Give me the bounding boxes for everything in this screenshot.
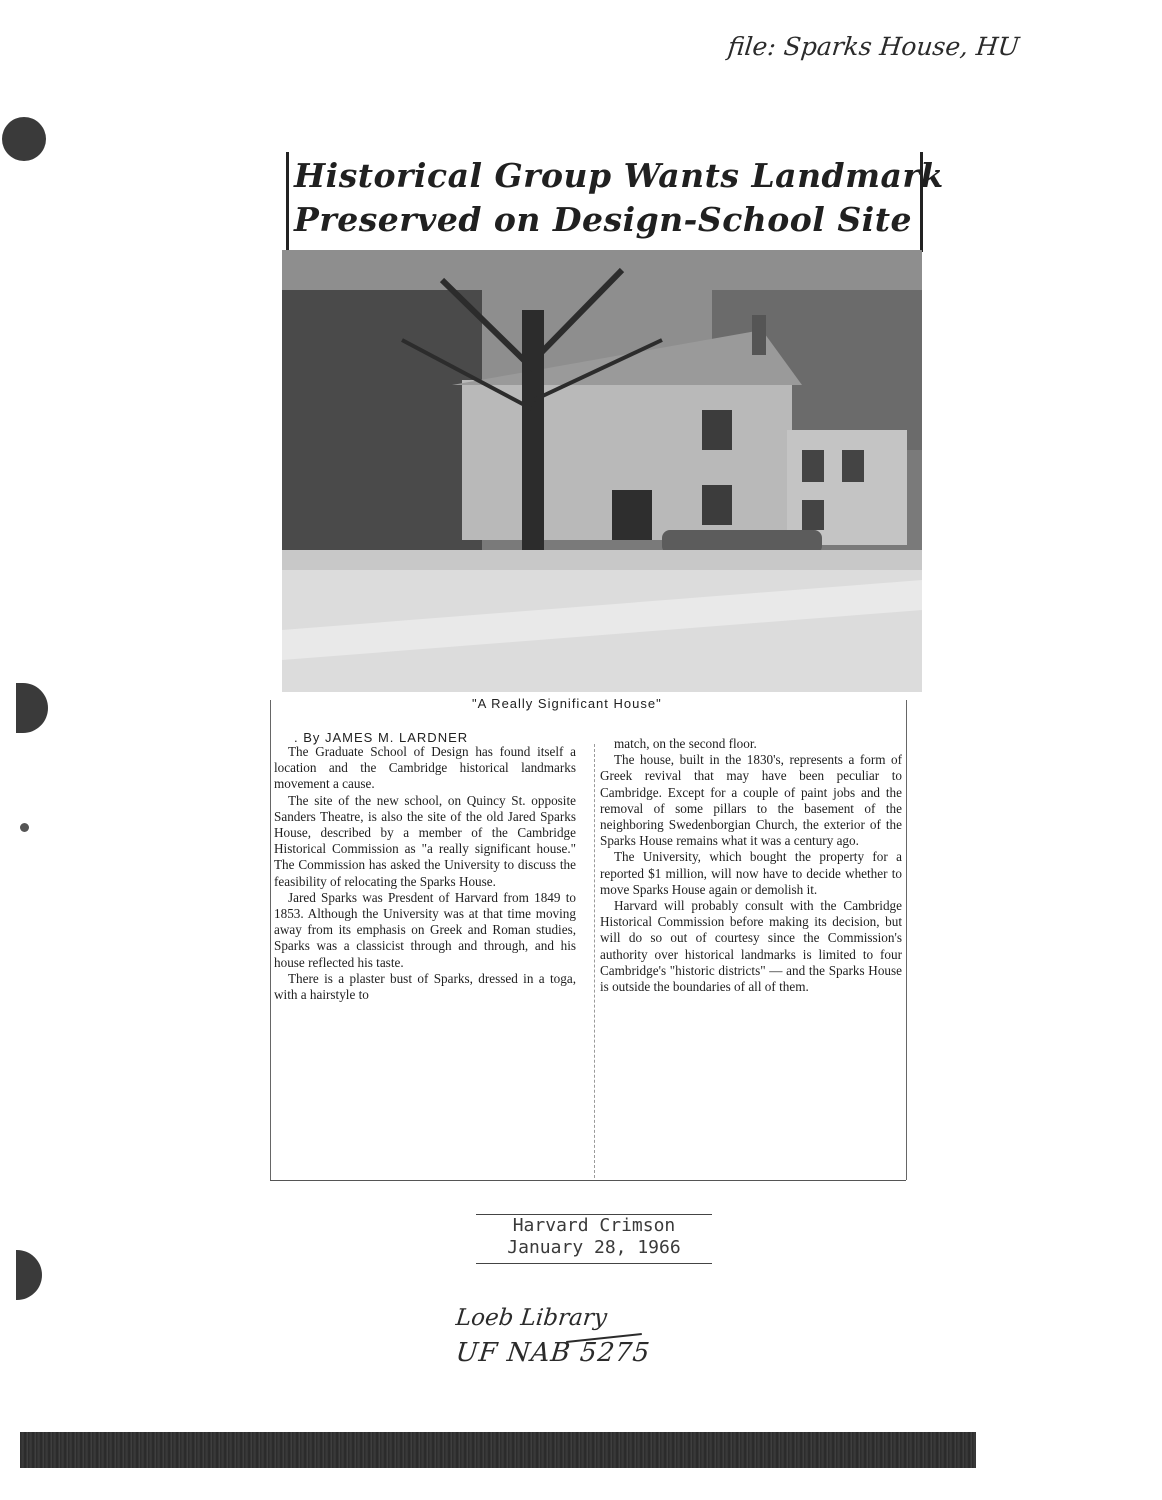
headline-line-1: Historical Group Wants Landmark [294, 156, 944, 195]
punch-hole [16, 683, 48, 733]
paragraph: Jared Sparks was Presdent of Harvard from 1849 to 1853. Although the University was at that time moving away from its emphasis on Greek and Roman studies, Sparks was a classicist through and through, and his house reflected his taste. [274, 889, 576, 970]
scan-speck [20, 823, 29, 832]
source-stamp [476, 1214, 712, 1264]
byline: . By JAMES M. LARDNER [294, 730, 469, 745]
handwritten-call-number: UF NAB 5275 [454, 1338, 652, 1368]
paragraph: The site of the new school, on Quincy St. opposite Sanders Theatre, is also the site of the old Jared Sparks House, described by a member of the Cambridge Historical Commission as "a really significant house." The Commission has asked the University to discuss the feasibility of relocating the Sparks House. [274, 792, 576, 889]
house-photo-drawing [282, 250, 922, 692]
article-border-right [906, 700, 907, 1180]
publication-date: January 28, 1966 [507, 1237, 681, 1258]
photo-caption: "A Really Significant House" [472, 696, 662, 711]
article-border-left [270, 700, 271, 1180]
article-column-2 [600, 736, 902, 995]
paragraph: match, on the second floor. [614, 736, 757, 751]
stamp-rule-bottom [476, 1263, 712, 1264]
newspaper-clipping [260, 140, 944, 1200]
punch-hole [2, 117, 46, 161]
article-column-1 [274, 744, 576, 1003]
scanner-edge-bar [20, 1432, 976, 1468]
punch-hole [16, 1250, 42, 1300]
headline-rule-left [286, 152, 289, 252]
paragraph: Harvard will probably consult with the Cambridge Historical Commission before making its decision, but will do so out of courtesy since the Commission's authority over historical landmarks is limited to four Cambridge's "historic districts" — and the Sparks House is outside the boundaries of all of them. [600, 898, 902, 995]
column-divider [594, 744, 595, 1178]
paragraph: There is a plaster bust of Sparks, dressed in a toga, with a hairstyle to [274, 970, 576, 1003]
publication-name: Harvard Crimson [512, 1215, 676, 1236]
paragraph: The University, which bought the property for a reported $1 million, will now have to decide whether to move Sparks House again or demolish it. [600, 849, 902, 897]
handwritten-library-note: Loeb Library [454, 1305, 609, 1331]
handwritten-file-note: file: Sparks House, HU [726, 32, 1021, 61]
headline-line-2: Preserved on Design-School Site [294, 200, 912, 239]
headline [294, 154, 944, 242]
article-border-bottom [270, 1180, 906, 1181]
paragraph: The house, built in the 1830's, represents a form of Greek revival that may have been peculiar to Cambridge. Except for a couple of paint jobs and the removal of some pillars to the basement of the neighboring Swedenborgian Church, the exterior of the Sparks House remains what it was a century ago. [600, 752, 902, 849]
paragraph: The Graduate School of Design has found itself a location and the Cambridge historical landmarks movement a cause. [274, 744, 576, 792]
house-photograph [282, 250, 922, 692]
